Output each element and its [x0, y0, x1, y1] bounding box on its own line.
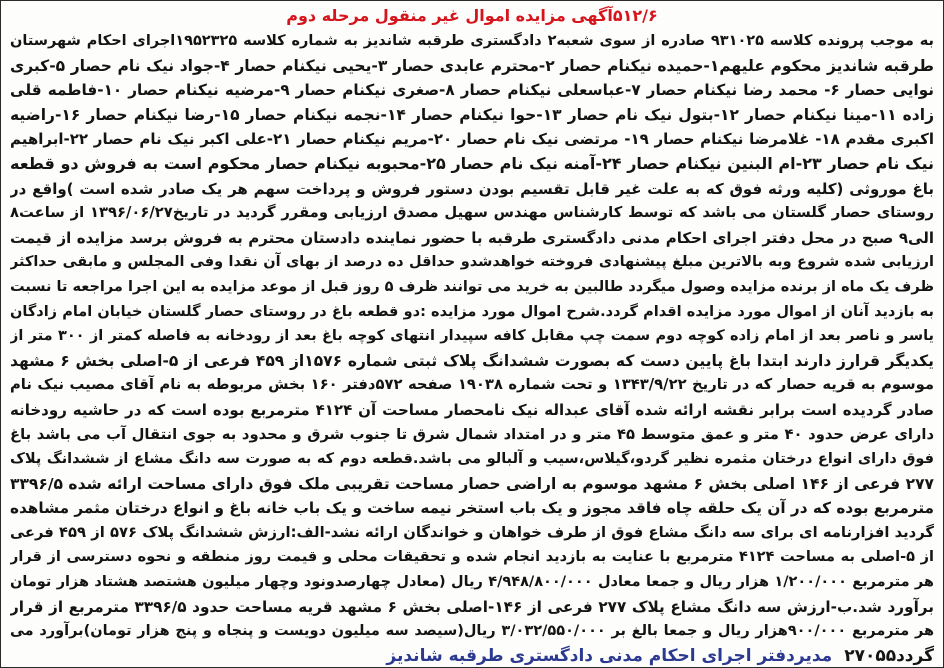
notice-code: گردد۲۷۰۵۵	[844, 645, 934, 666]
notice-line: ظرف یک ماه از برنده مزایده وصول میگردد طالبین به خرید می توانند ظرف ۵ روز قبل از موعد مزایده به این اجرا مراجعه تا نسبت	[10, 278, 934, 295]
notice-line: زاده ۱۱-مینا نیکنام حصار ۱۲-بتول نیک نام حصار ۱۳-حوا نیکنام حصار ۱۴-نجمه نیکنام حصار ۱۵-رضا نیکنام حصار ۱۶-راضیه	[10, 105, 934, 124]
notice-line: ارزیابی شده شروع وبه بالاترین مبلغ پیشنهادی فروخته خواهدشدو حداقل ده درصد از بهای آن نقدا وفی المجلس و مابقی حداکثر	[10, 254, 934, 271]
notice-line: باغ موروثی (کلیه ورثه فوق که به علت غیر قابل تقسیم بودن دستور فروش و پرداخت سهم هر یک صادر شده است )واقع در	[10, 179, 934, 198]
notice-line: ۲۷۷ فرعی از ۱۴۶ اصلی بخش ۶ مشهد موسوم به اراضی حصار مساحت تقریبی ملک فوق دارای مساحت ارائه شده ۳۳۹۶/۵	[10, 474, 934, 493]
notice-line: به بازدید آنان از اموال مورد مزایده اقدام گردد.شرح اموال مورد مزایده :دو قطعه باغ در روستای حصار گلستان خیابان امام زادگان	[10, 303, 934, 320]
notice-line: یکدیگر قرارز دارند ابتدا باغ پایین دست که بصورت ششدانگ پلاک ثبتی شماره ۱۵۷۶از ۴۵۹ فرعی از ۵-اصلی بخش ۶ مشهد	[10, 351, 934, 370]
notice-title: ۵۱۲/۶آگهی مزایده اموال غیر منقول مرحله دوم	[286, 6, 658, 25]
notice-line: طرقبه شاندیز محکوم علیهم۱-حمیده نیکنام حصار ۲-محترم عابدی حصار ۳-یحیی نیکنام حصار ۴-جواد نیک نام حصار ۵-کبری	[10, 56, 934, 75]
notice-line: روستای حصار گلستان می باشد که توسط کارشناس مهندس سهیل مصدق ارزیابی ومقرر گردید در تاریخ۱۳۹۶/۰۶/۲۷ از ساعت۸	[10, 204, 934, 222]
notice-line: دارای عرض حدود ۴۰ متر و عمق متوسط ۴۵ متر و در امتداد شمال شرق تا جنوب شرق و محدود به جوی انتقال آب می باشد باغ	[10, 425, 934, 443]
notice-line: گردید افزارنامه ای برای سه دانگ مشاع فوق از طرف خواهان و خواندگان ارائه نشد-الف:ارزش ششدانگ پلاک ۵۷۶ از ۴۵۹ فرعی	[10, 523, 934, 541]
notice-line: الی۹ صبح در محل دفتر اجرای احکام مدنی دادگستری طرقبه با حضور نماینده دادستان محترم به فروش برسد مزایده از قیمت	[10, 228, 934, 247]
notice-line: هر مترمربع ۱/۲۰۰/۰۰۰ هزار ریال و جمعا معادل ۴/۹۴۸/۸۰۰/۰۰۰ ریال (معادل چهارصدونود وچهار میلیون هشتصد هشتاد هزار تومان	[10, 574, 934, 591]
notice-line: نیک نام حصار ۲۳-ام البنین نیکنام حصار ۲۴-آمنه نیک نام حصار ۲۵-محبوبه نیکنام حصار محکوم است به فروش دو قطعه	[10, 153, 934, 173]
notice-line: یاسر و ناصر بعد از امام زاده کوچه دوم سمت چپ مقابل کافه سپیدار انتهای کوچه باغ بعد از رودخانه به فاصله کمتر از ۳۰۰ متر از	[10, 328, 934, 345]
notice-line: موسوم به قریه حصار که در تاریخ ۱۳۴۳/۹/۲۲ و تحت شماره ۱۹۰۳۸ صفحه ۵۷۲دفتر ۱۶۰ بخش مربوطه به نام آقای مصیب نیک نام	[10, 376, 934, 394]
notice-signature: مدیردفتر اجرای احکام مدنی دادگستری طرقبه شاندیز	[386, 645, 833, 666]
notice-line: صادر گردیده است برابر نقشه ارائه شده آقای عبداله نیک نامحصار مساحت آن ۴۱۲۴ مترمربع بوده است که در حاشیه رودخانه	[10, 400, 934, 419]
notice-body	[10, 29, 934, 668]
notice-line: نوایی حصار ۶- محمد رضا نیکنام حصار ۷-عباسعلی نیکنام حصار ۸-صغری نیکنام حصار ۹-مرضیه نیکنام حصار ۱۰-فاطمه قلی	[10, 81, 934, 100]
notice-line: مترمربع بوده که در آن یک حلقه چاه فاقد مجوز و یک باب استخر نیمه ساخت و یک باب خانه باغ و انواع درختان مثمر مشاهده	[10, 499, 934, 518]
notice-line: برآورد شد.ب-ارزش سه دانگ مشاع پلاک ۲۷۷ فرعی از ۱۴۶-اصلی بخش ۶ مشهد قریه مساحت حدود ۳۳۹۶/۵ مترمربع از قرار	[10, 597, 934, 616]
notice-line: فوق دارای انواع درختان مثمره نظیر گردو،گیلاس،سیب و آلبالو می باشد.قطعه دوم که به صورت سه دانگ مشاع از ششدانگ پلاک	[10, 451, 934, 468]
notice-line: هر مترمربع ۹۰۰/۰۰۰هزار ریال و جمعا بالغ بر ۳/۰۳۲/۵۵۰/۰۰۰ ریال(سیصد سه میلیون دویست و پنجاه و پنج هزار تومان)برآورد می	[10, 623, 934, 640]
notice-line: به موجب پرونده کلاسه ۹۳۱۰۲۵ صادره از سوی شعبه۲ دادگستری طرقبه شاندیز به شماره کلاسه ۱۹۵۲۳۲۵اجرای احکام شهرستان	[10, 33, 934, 49]
notice-footer	[10, 644, 934, 668]
notice-line: از ۵-اصلی به مساحت ۴۱۲۴ مترمربع با عنایت به بازدید انجام شده و تحقیقات محلی و قیمت روز منطقه و نحوه دسترسی از قرار	[10, 549, 934, 566]
notice-line: اکبری مقدم ۱۸- غلامرضا نیکنام حصار ۱۹- مرتضی نیک نام حصار ۲۰-مریم نیکنام حصار ۲۱-علی اکبر نیک نام حصار ۲۲-ابراهیم	[10, 130, 934, 149]
